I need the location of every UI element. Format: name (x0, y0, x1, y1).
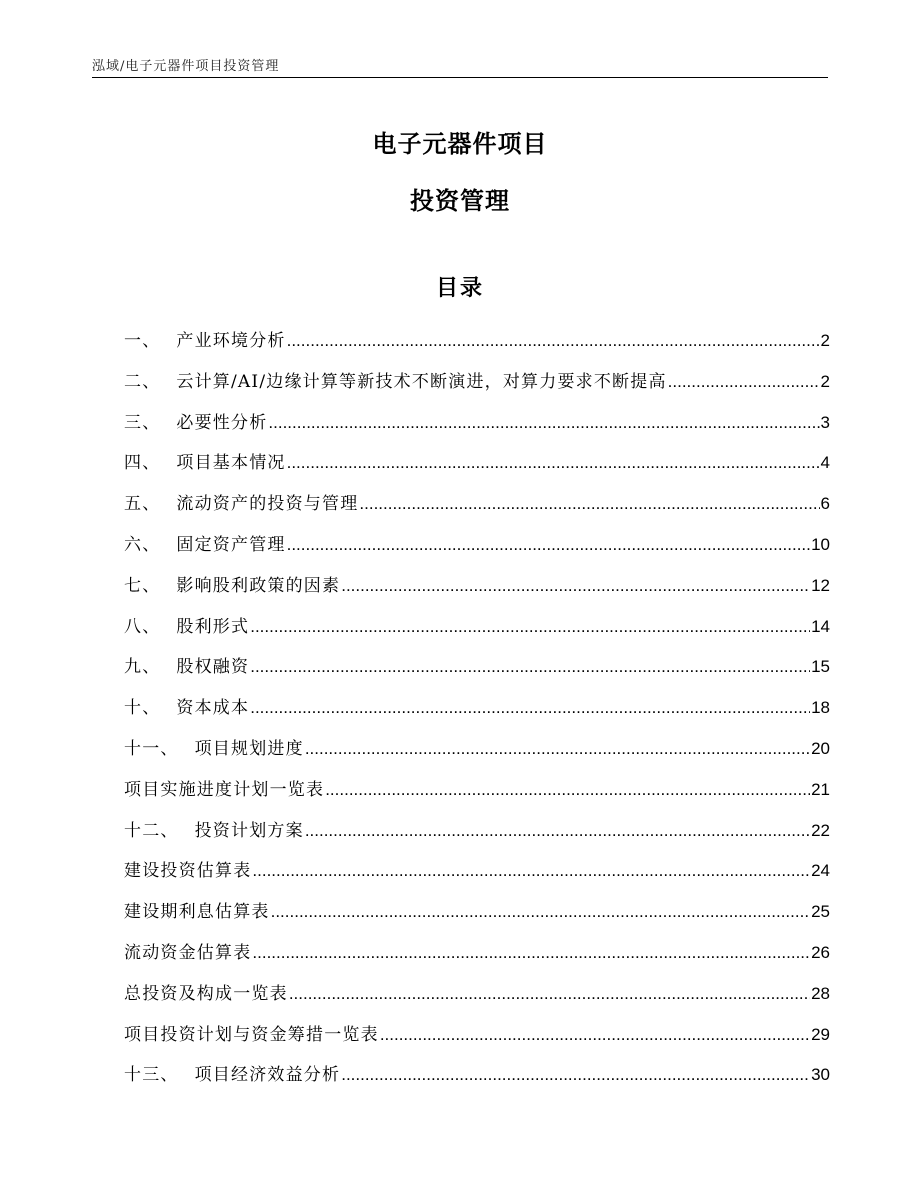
toc-dot-leader (287, 453, 820, 473)
toc-entry-title: 项目规划进度 (194, 738, 304, 759)
toc-entry-title: 项目经济效益分析 (194, 1065, 341, 1086)
toc-entry-number: 十一、 (124, 738, 179, 759)
toc-entry-page: 12 (811, 575, 830, 595)
toc-entry[interactable] (124, 816, 830, 857)
running-header: 泓域/电子元器件项目投资管理 (92, 59, 280, 74)
toc-entry-title: 必要性分析 (176, 412, 268, 433)
toc-entry[interactable] (124, 530, 830, 571)
toc-entry-number: 十、 (124, 698, 161, 719)
toc-entry[interactable] (124, 897, 830, 938)
toc-entry-title: 固定资产管理 (176, 534, 286, 555)
toc-entry-title: 投资计划方案 (194, 820, 304, 841)
toc-entry-page: 10 (811, 534, 830, 554)
toc-entry-title: 建设投资估算表 (124, 861, 252, 882)
toc-entry-page: 21 (811, 779, 830, 799)
toc-entry[interactable] (124, 612, 830, 653)
toc-entry[interactable] (124, 408, 830, 449)
toc-dot-leader (325, 780, 810, 800)
toc-entry-number: 二、 (124, 371, 161, 392)
toc-entry-number: 五、 (124, 494, 161, 515)
toc-entry[interactable] (124, 1060, 830, 1101)
toc-dot-leader (252, 943, 810, 963)
toc-entry-title: 影响股利政策的因素 (176, 575, 341, 596)
toc-entry-page: 26 (811, 942, 830, 962)
toc-entry-page: 30 (811, 1065, 830, 1085)
toc-entry-page: 24 (811, 861, 830, 881)
toc-entry[interactable] (124, 979, 830, 1020)
toc-dot-leader (271, 902, 810, 922)
toc-dot-leader (289, 984, 810, 1004)
table-of-contents (124, 326, 830, 1101)
document-title-line-1: 电子元器件项目 (372, 130, 548, 158)
toc-entry-page: 2 (820, 331, 830, 350)
toc-dot-leader (305, 821, 810, 841)
toc-entry[interactable] (124, 326, 830, 367)
toc-heading: 目录 (435, 276, 484, 301)
toc-entry-number: 九、 (124, 657, 161, 678)
toc-entry-number: 八、 (124, 616, 161, 637)
toc-entry-title: 项目投资计划与资金筹措一览表 (124, 1024, 379, 1045)
toc-dot-leader (668, 372, 820, 392)
toc-entry-number: 七、 (124, 575, 161, 596)
toc-entry-number: 十二、 (124, 820, 179, 841)
toc-entry-title: 项目实施进度计划一览表 (124, 779, 325, 800)
toc-dot-leader (305, 739, 810, 759)
toc-dot-leader (359, 494, 819, 514)
toc-entry-page: 20 (811, 738, 830, 758)
toc-entry[interactable] (124, 367, 830, 408)
document-title-line-2: 投资管理 (410, 187, 510, 215)
toc-dot-leader (341, 1065, 810, 1085)
toc-entry-title: 股权融资 (176, 657, 250, 678)
toc-entry-page: 6 (820, 494, 830, 514)
toc-entry-page: 22 (811, 820, 830, 840)
toc-entry-title: 股利形式 (176, 616, 250, 637)
toc-entry[interactable] (124, 938, 830, 979)
toc-entry-page: 15 (811, 657, 830, 677)
toc-entry-page: 3 (820, 412, 830, 432)
toc-entry-page: 14 (811, 616, 830, 636)
toc-entry[interactable] (124, 571, 830, 612)
toc-entry-title: 资本成本 (176, 698, 250, 719)
toc-dot-leader (250, 657, 810, 677)
toc-entry-page: 2 (820, 371, 830, 391)
toc-entry-page: 4 (820, 453, 830, 473)
toc-entry-title: 建设期利息估算表 (124, 902, 270, 923)
toc-entry[interactable] (124, 489, 830, 530)
toc-entry-number: 六、 (124, 534, 161, 555)
toc-dot-leader (341, 576, 810, 596)
toc-entry[interactable] (124, 693, 830, 734)
toc-dot-leader (380, 1025, 810, 1045)
toc-entry-title: 项目基本情况 (176, 453, 286, 474)
toc-dot-leader (252, 861, 810, 881)
toc-entry-page: 18 (811, 698, 830, 718)
toc-entry[interactable] (124, 775, 830, 816)
toc-dot-leader (250, 698, 810, 718)
toc-dot-leader (287, 535, 810, 555)
toc-entry-page: 28 (811, 983, 830, 1003)
toc-entry-title: 云计算/AI/边缘计算等新技术不断演进，对算力要求不断提高 (176, 371, 667, 392)
toc-entry-number: 四、 (124, 453, 161, 474)
toc-entry-number: 三、 (124, 412, 161, 433)
toc-entry-title: 产业环境分析 (176, 331, 286, 351)
toc-entry-number: 十三、 (124, 1065, 179, 1086)
toc-entry[interactable] (124, 734, 830, 775)
toc-dot-leader (268, 413, 819, 433)
toc-entry[interactable] (124, 652, 830, 693)
toc-entry-title: 流动资产的投资与管理 (176, 494, 359, 515)
toc-entry[interactable] (124, 448, 830, 489)
toc-dot-leader (250, 617, 810, 637)
toc-entry-title: 总投资及构成一览表 (124, 983, 288, 1004)
toc-entry-number: 一、 (124, 331, 161, 351)
toc-entry[interactable] (124, 856, 830, 897)
toc-entry-title: 流动资金估算表 (124, 942, 252, 963)
toc-entry-page: 29 (811, 1024, 830, 1044)
header-rule (92, 77, 828, 78)
toc-entry[interactable] (124, 1020, 830, 1061)
toc-entry-page: 25 (811, 902, 830, 922)
toc-dot-leader (287, 331, 820, 351)
